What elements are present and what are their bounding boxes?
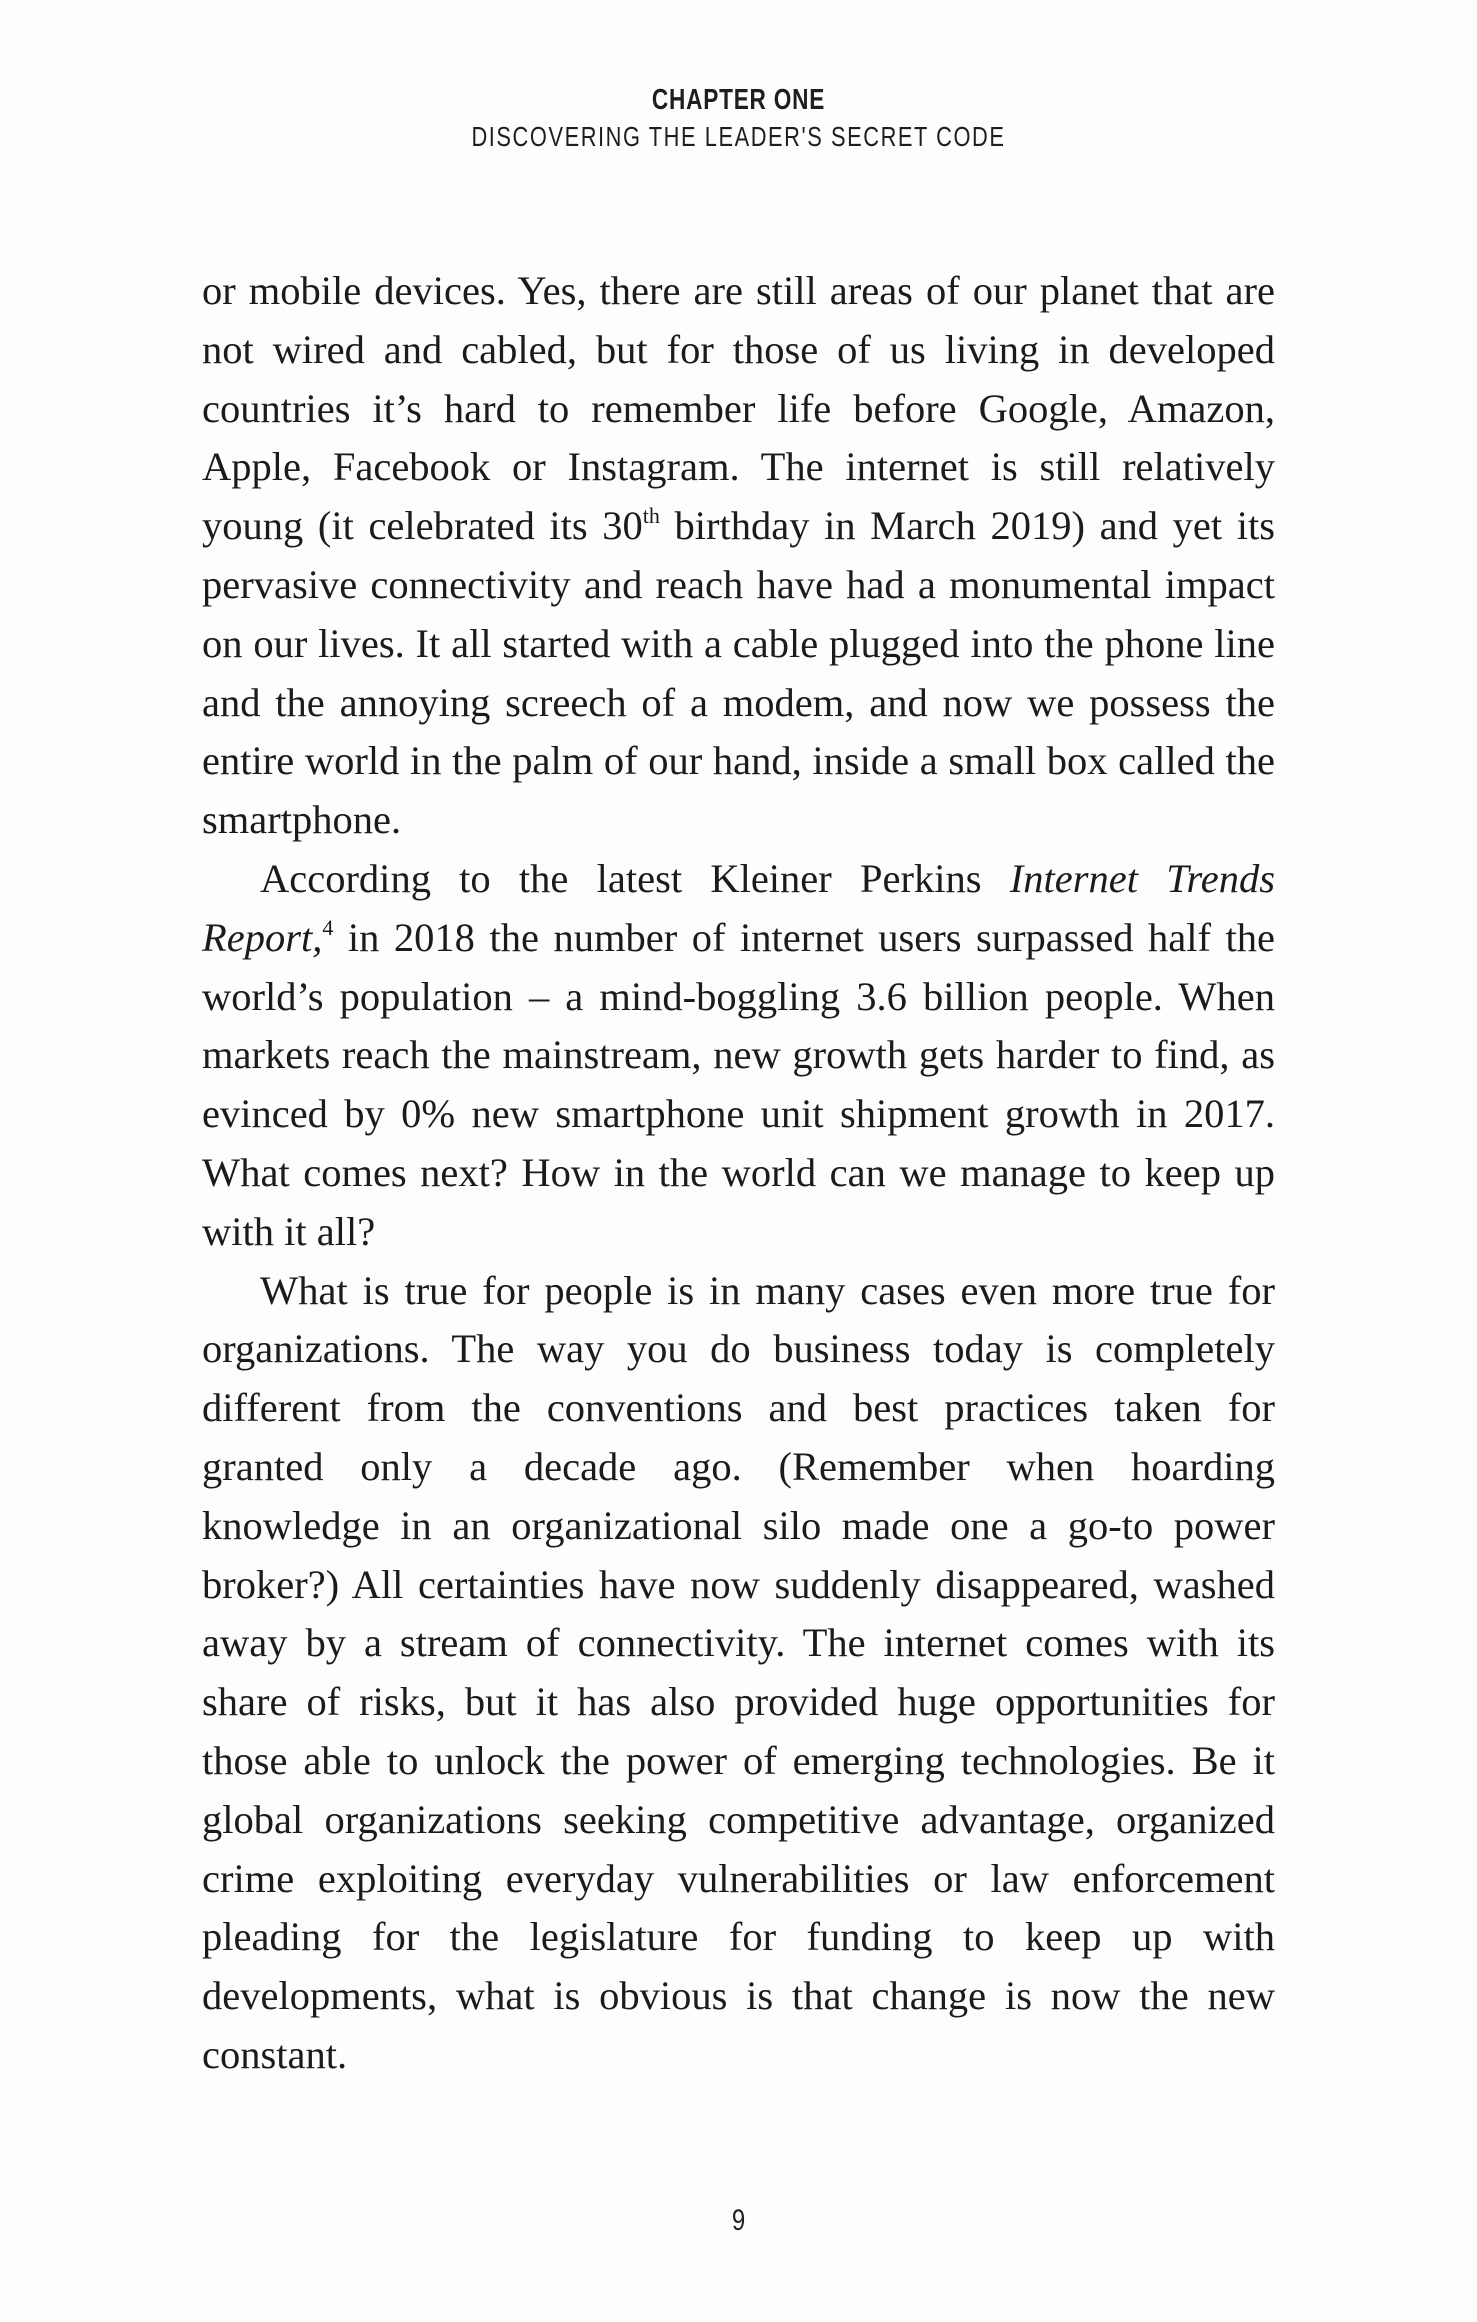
chapter-label: CHAPTER ONE xyxy=(651,84,826,116)
report-title: Internet Trends Report, xyxy=(202,855,1275,960)
chapter-title: DISCOVERING THE LEADER'S SECRET CODE xyxy=(471,121,1006,152)
ordinal-superscript: th xyxy=(642,503,660,529)
paragraph-2-text-b: in 2018 the number of internet users surpassed half the world’s population – a mind-boggling 3.6 billion people. When markets reach the mainstream, new growth gets harder to find, as evinced by 0% new smartphone unit shipment growth in 2017. What comes next? How in the world can we manage to keep up with it all? xyxy=(202,914,1275,1254)
paragraph-1-text-a: or mobile devices. Yes, there are still areas of our planet that are not wired and cabled, but for those of us living in developed countries it’s hard to remember life before Google, Amazon, Apple, Facebook or Instagram. The internet is still relatively young (it celebrated its 30 xyxy=(202,268,1275,549)
body-text xyxy=(202,262,1275,2085)
paragraph-2-text-a: According to the latest Kleiner Perkins xyxy=(260,855,1010,901)
page-number: 9 xyxy=(731,2204,746,2237)
running-head xyxy=(0,82,1477,155)
paragraph-1 xyxy=(202,262,1275,850)
paragraph-2 xyxy=(202,850,1275,1262)
paragraph-3: What is true for people is in many cases even more true for organizations. The way you do business today is completely different from the conventions and best practices taken for granted only a decade ago. (Remember when hoarding knowledge in an organizational silo made one a go-to power broker?) All certainties have now suddenly disappeared, washed away by a stream of connectivity. The internet comes with its share of risks, but it has also provided huge opportunities for those able to unlock the power of emerging technologies. Be it global organizations seeking competitive advantage, organized crime exploiting everyday vulnerabilities or law enforcement pleading for the legislature for funding to keep up with developments, what is obvious is that change is now the new constant. xyxy=(202,1267,1275,2077)
footnote-reference[interactable]: 4 xyxy=(322,914,334,940)
paragraph-1-text-b: birthday in March 2019) and yet its pervasive connectivity and reach have had a monumental impact on our lives. It all started with a cable plugged into the phone line and the annoying screech of a modem, and now we possess the entire world in the palm of our hand, inside a small box called the smartphone. xyxy=(202,503,1275,843)
